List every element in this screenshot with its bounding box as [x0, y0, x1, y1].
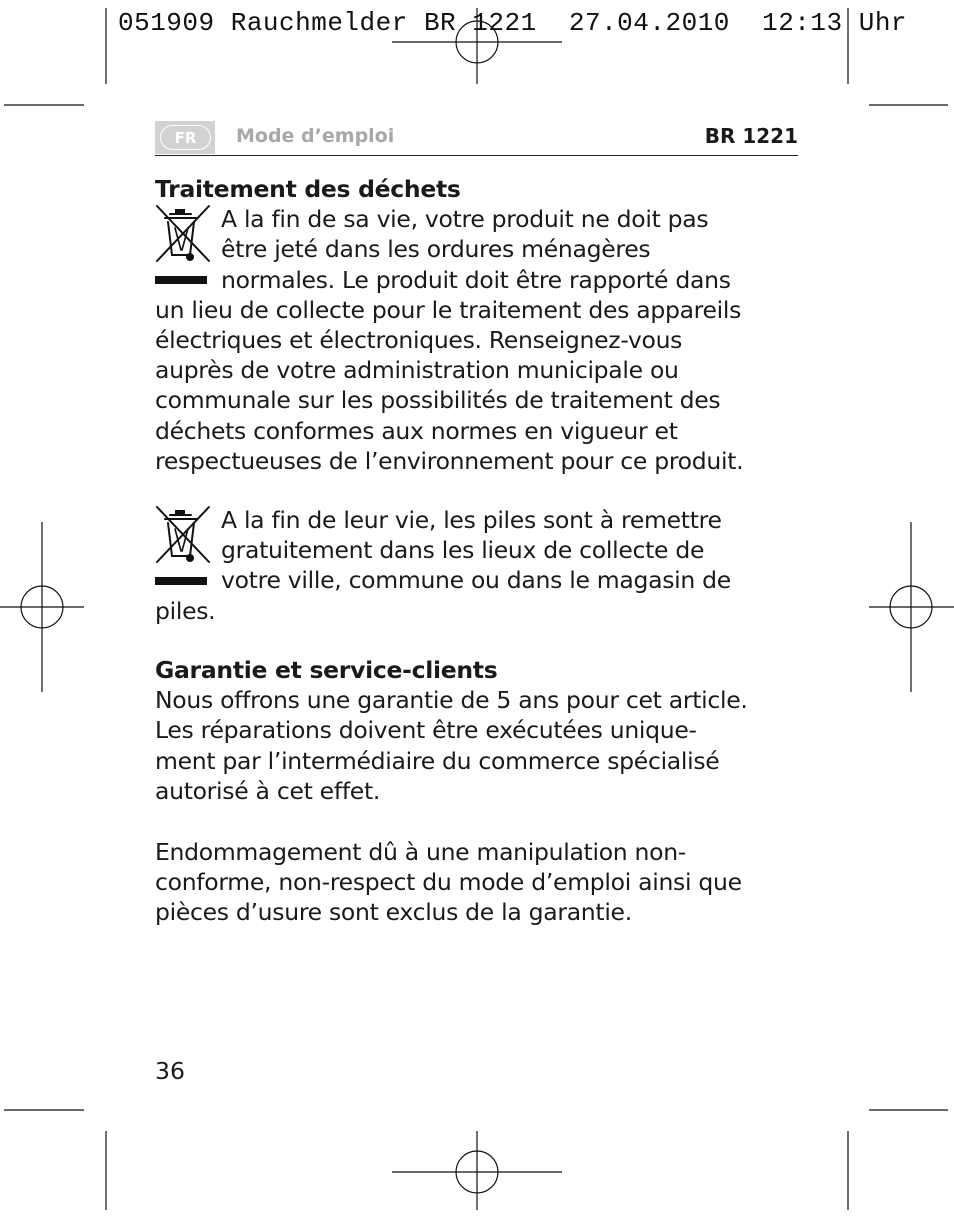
text-line: normales. Le produit doit être rapporté dans [221, 265, 731, 294]
text-line: A la fin de leur vie, les piles sont à remettre [221, 506, 722, 534]
language-badge: FR [160, 125, 211, 150]
text-line: Les réparations doivent être exécutées unique- [155, 716, 697, 745]
text-line: un lieu de collecte pour le traitement des appareils [155, 295, 742, 324]
text-line: Endommagement dû à une manipulation non- [155, 838, 686, 866]
text-line: auprès de votre administration municipale ou [155, 356, 679, 385]
page-header [155, 118, 798, 156]
text-line: conforme, non-respect du mode d’emploi ainsi que [155, 868, 742, 897]
battery-paragraph [155, 505, 815, 626]
text-line: pièces d’usure sont exclus de la garantie. [155, 898, 632, 927]
section-heading-warranty: Garantie et service-clients [155, 656, 498, 684]
text-line: piles. [155, 596, 216, 625]
page-number: 36 [155, 1057, 185, 1085]
text-line: A la fin de sa vie, votre produit ne doit pas [221, 205, 709, 234]
text-line: être jeté dans les ordures ménagères [221, 235, 651, 264]
text-line: électriques et électroniques. Renseignez-vous [155, 326, 683, 355]
header-model: BR 1221 [704, 124, 798, 148]
text-line: respectueuses de l’environnement pour ce produit. [155, 446, 744, 475]
text-line: communale sur les possibilités de traitement des [155, 386, 721, 415]
print-slug: 051909 Rauchmelder BR 1221 27.04.2010 12:13 Uhr [118, 8, 908, 38]
waste-section [155, 174, 815, 476]
text-line: déchets conformes aux normes en vigueur et [155, 416, 678, 445]
warranty-section [155, 655, 815, 806]
text-line: ment par l’intermédiaire du commerce spécialisé [155, 746, 720, 775]
exclusion-paragraph [155, 837, 815, 928]
language-tab [155, 121, 215, 154]
section-heading-waste: Traitement des déchets [155, 175, 461, 203]
text-line: Nous offrons une garantie de 5 ans pour cet article. [155, 686, 748, 715]
text-line: autorisé à cet effet. [155, 776, 381, 805]
text-line: votre ville, commune ou dans le magasin de [221, 566, 731, 595]
header-title: Mode d’emploi [236, 125, 395, 147]
text-line: gratuitement dans les lieux de collecte de [221, 536, 705, 565]
